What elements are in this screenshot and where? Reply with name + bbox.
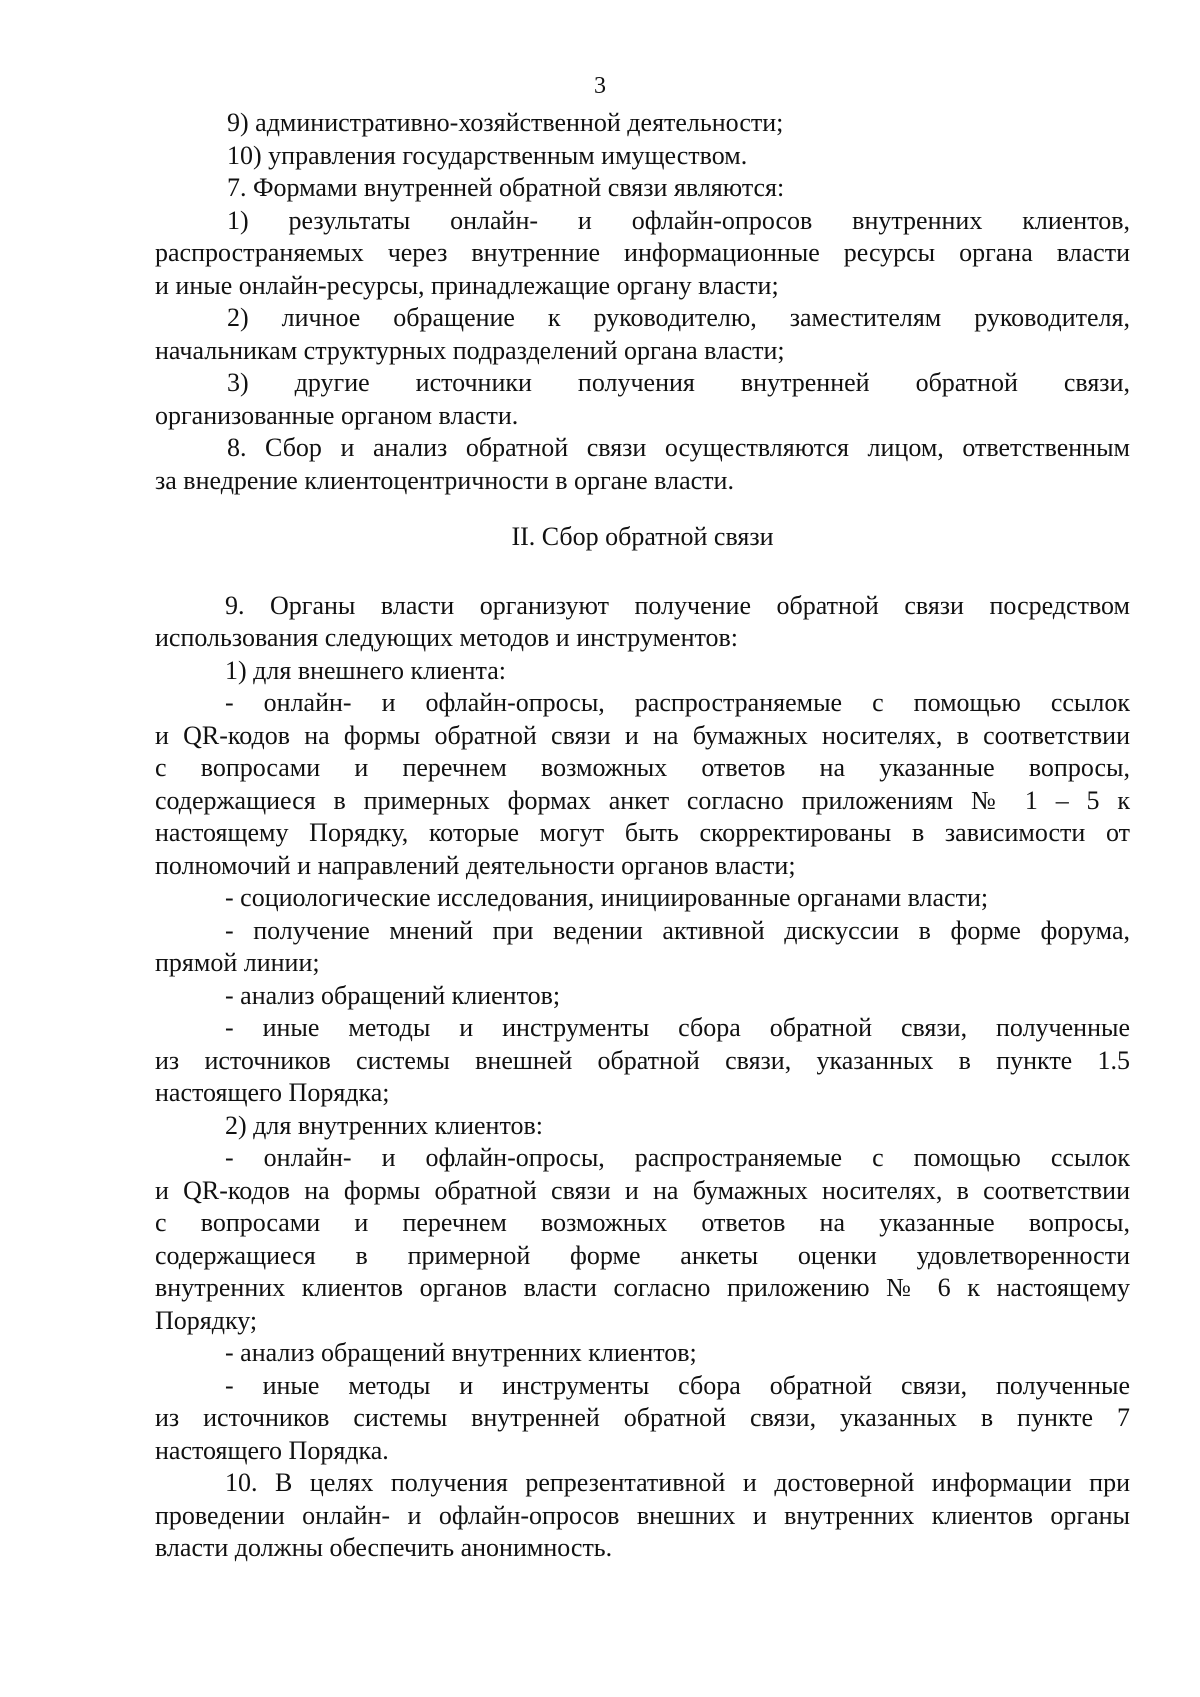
text-line: 9. Органы власти организуют получение обратной связи посредством bbox=[225, 590, 1130, 620]
text-line: внутренних клиентов органов власти согласно приложению № 6 к настоящему bbox=[155, 1273, 1130, 1302]
text-line: организованные органом власти. bbox=[155, 400, 519, 430]
text-line: 10) управления государственным имуществом. bbox=[227, 140, 748, 170]
text-line: Порядку; bbox=[155, 1305, 258, 1335]
text-line: 3) другие источники получения внутренней обратной связи, bbox=[227, 368, 1130, 397]
text-line: и QR-кодов на формы обратной связи и на бумажных носителях, в соответствии bbox=[155, 1175, 1130, 1205]
text-line: 9) административно-хозяйственной деятельности; bbox=[227, 108, 784, 137]
text-line: - социологические исследования, инициированные органами власти; bbox=[225, 883, 989, 912]
text-line: 10. В целях получения репрезентативной и достоверной информации при bbox=[225, 1468, 1130, 1497]
page-number: 3 bbox=[594, 73, 606, 99]
text-line: содержащиеся в примерной форме анкеты оценки удовлетворенности bbox=[155, 1240, 1130, 1270]
text-line: - получение мнений при ведении активной дискуссии в форме форума, bbox=[225, 915, 1130, 945]
text-line: за внедрение клиентоцентричности в органе власти. bbox=[155, 465, 734, 495]
text-line: 7. Формами внутренней обратной связи являются: bbox=[227, 173, 785, 202]
section-heading: II. Сбор обратной связи bbox=[511, 522, 774, 551]
text-line: из источников системы внешней обратной связи, указанных в пункте 1.5 bbox=[155, 1045, 1130, 1075]
text-line: начальникам структурных подразделений органа власти; bbox=[155, 335, 785, 365]
document-body bbox=[155, 107, 1130, 1565]
text-line: с вопросами и перечнем возможных ответов на указанные вопросы, bbox=[155, 1208, 1130, 1237]
text-line: - онлайн- и офлайн-опросы, распространяемые с помощью ссылок bbox=[225, 1143, 1130, 1172]
text-line: власти должны обеспечить анонимность. bbox=[155, 1533, 613, 1562]
text-line: полномочий и направлений деятельности органов власти; bbox=[155, 850, 796, 880]
text-line: настоящему Порядку, которые могут быть скорректированы в зависимости от bbox=[155, 818, 1130, 847]
text-line: 1) для внешнего клиента: bbox=[225, 655, 506, 685]
text-line: использования следующих методов и инструментов: bbox=[155, 623, 739, 652]
text-line: - анализ обращений клиентов; bbox=[225, 980, 561, 1010]
text-line: настоящего Порядка. bbox=[155, 1435, 389, 1465]
text-line: - онлайн- и офлайн-опросы, распространяемые с помощью ссылок bbox=[225, 688, 1130, 717]
text-line: 1) результаты онлайн- и офлайн-опросов внутренних клиентов, bbox=[227, 205, 1130, 235]
text-line: с вопросами и перечнем возможных ответов на указанные вопросы, bbox=[155, 753, 1130, 782]
text-line: - иные методы и инструменты сбора обратной связи, полученные bbox=[225, 1013, 1130, 1042]
text-line: 8. Сбор и анализ обратной связи осуществляются лицом, ответственным bbox=[227, 433, 1130, 462]
text-line: прямой линии; bbox=[155, 948, 320, 977]
text-line: распространяемых через внутренние информационные ресурсы органа власти bbox=[155, 238, 1130, 267]
text-line: - анализ обращений внутренних клиентов; bbox=[225, 1338, 697, 1367]
text-line: проведении онлайн- и офлайн-опросов внешних и внутренних клиентов органы bbox=[155, 1500, 1130, 1530]
text-line: настоящего Порядка; bbox=[155, 1078, 390, 1107]
text-line: из источников системы внутренней обратной связи, указанных в пункте 7 bbox=[155, 1403, 1130, 1432]
text-line: - иные методы и инструменты сбора обратной связи, полученные bbox=[225, 1370, 1130, 1400]
text-line: 2) для внутренних клиентов: bbox=[225, 1110, 543, 1140]
text-line: и QR-кодов на формы обратной связи и на бумажных носителях, в соответствии bbox=[155, 720, 1130, 750]
text-line: содержащиеся в примерных формах анкет согласно приложениям № 1 – 5 к bbox=[155, 785, 1130, 815]
text-line: 2) личное обращение к руководителю, заместителям руководителя, bbox=[227, 303, 1130, 332]
text-line: и иные онлайн-ресурсы, принадлежащие органу власти; bbox=[155, 270, 779, 300]
